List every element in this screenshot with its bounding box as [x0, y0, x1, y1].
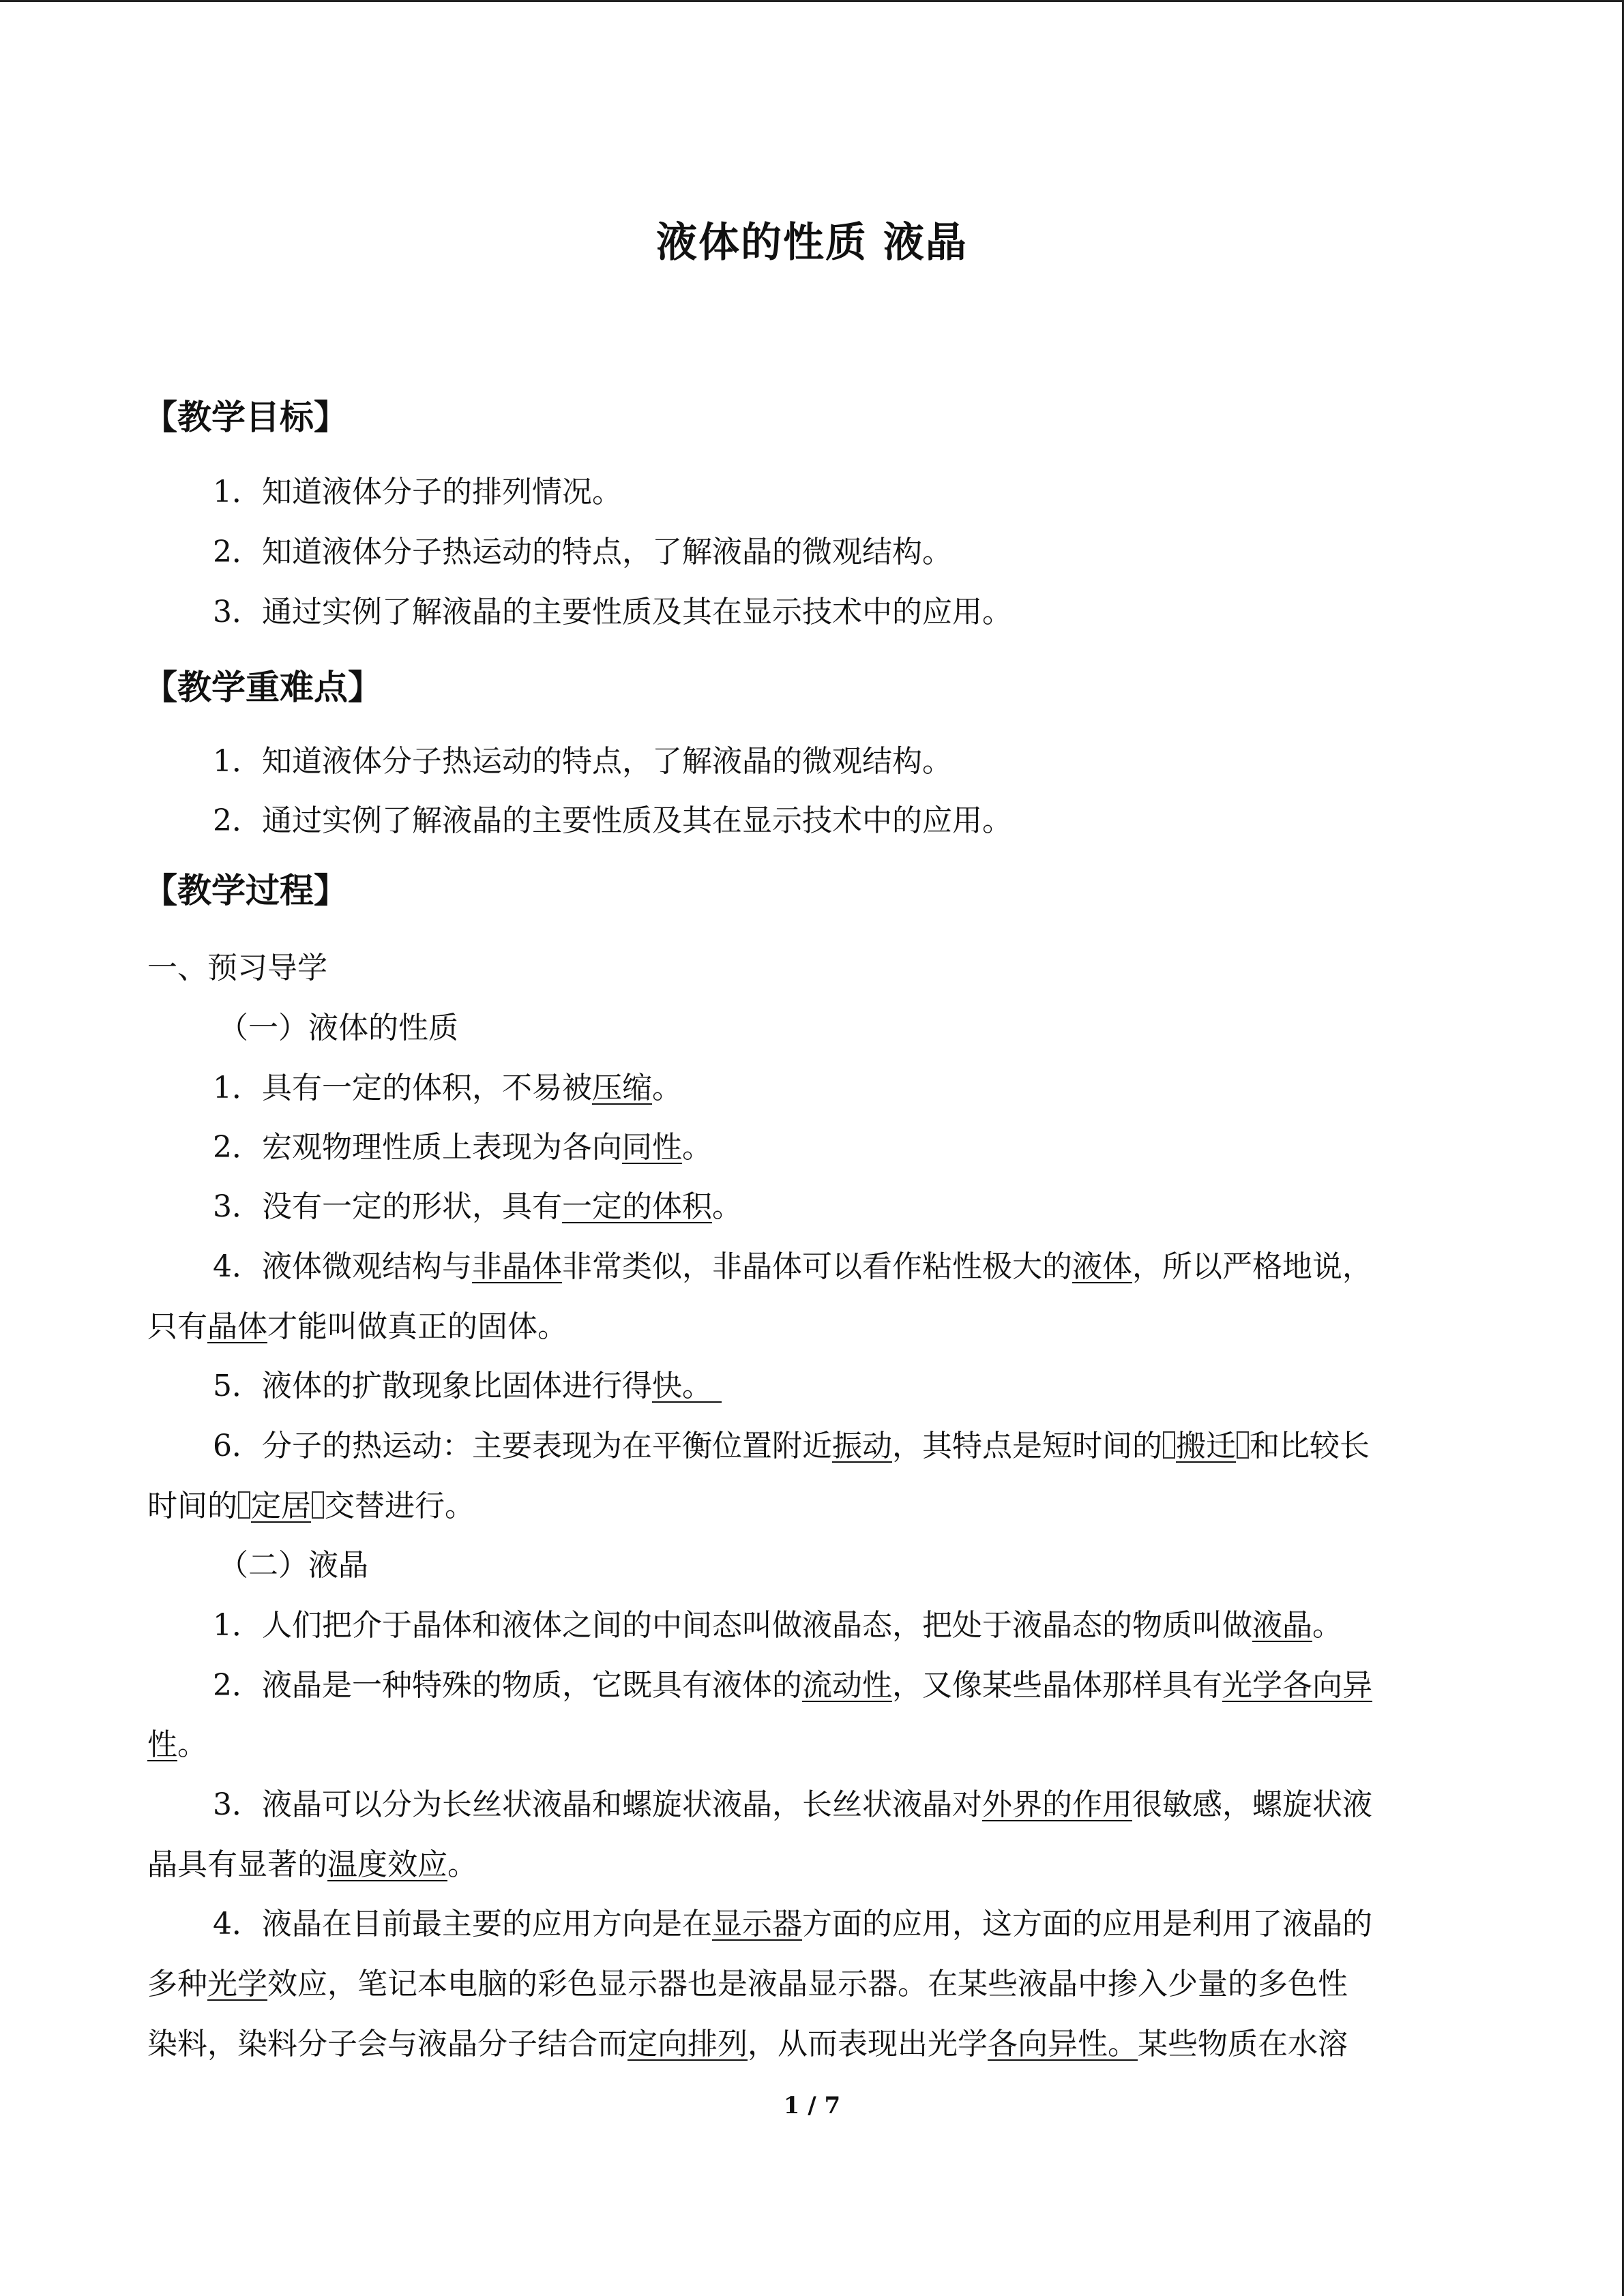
- underline-tail: [712, 1369, 722, 1403]
- text: 某些物质在水溶: [1138, 2027, 1348, 2061]
- liquid-item-3: [213, 1189, 742, 1225]
- answer-blank: 光学: [207, 1967, 267, 2001]
- lc-item-1: [213, 1608, 1342, 1644]
- page-number: 1 / 7: [783, 2092, 841, 2119]
- answer-blank: 一定的体积: [562, 1189, 712, 1224]
- page-border-top: [0, 0, 1624, 2]
- text: 3．液晶可以分为长丝状液晶和螺旋状液晶，长丝状液晶对: [213, 1787, 982, 1822]
- text: 3．没有一定的形状，具有: [213, 1189, 562, 1224]
- text: 1．人们把介于晶体和液体之间的中间态叫做液晶态，把处于液晶态的物质叫做: [213, 1608, 1252, 1643]
- answer-blank: 压缩: [592, 1071, 652, 1105]
- placeholder-box: [1237, 1431, 1249, 1459]
- answer-blank: 晶体: [207, 1309, 267, 1344]
- text: 很敏感，螺旋状液: [1132, 1787, 1372, 1822]
- liquid-item-1: [213, 1071, 682, 1107]
- subsection-liquid-crystal-title: （二）液晶: [218, 1548, 368, 1583]
- text: 晶具有显著的: [147, 1847, 327, 1882]
- text: ，又像某些晶体那样具有: [892, 1668, 1222, 1703]
- lc-item-3-line2: [147, 1847, 477, 1883]
- text: 。: [682, 1130, 712, 1165]
- text: 2．宏观物理性质上表现为各向: [213, 1130, 622, 1165]
- text: 方面的应用，这方面的应用是利用了液晶的: [802, 1907, 1372, 1941]
- lc-item-4-line3: [147, 2027, 1348, 2063]
- answer-blank: 定居: [251, 1489, 311, 1523]
- answer-blank: 显示器: [712, 1907, 802, 1941]
- text: ，其特点是短时间的: [892, 1429, 1162, 1463]
- liquid-item-5: [213, 1369, 722, 1405]
- answer-blank: 光学各向异: [1222, 1668, 1372, 1703]
- answer-blank: 液晶: [1252, 1608, 1312, 1643]
- lc-item-2-line2: [147, 1727, 207, 1763]
- part1-title: 一、预习导学: [147, 951, 327, 985]
- text: 5．液体的扩散现象比固体进行得: [213, 1369, 652, 1403]
- text: 4．液晶在目前最主要的应用方向是在: [213, 1907, 712, 1941]
- key-item-1: 1．知道液体分子热运动的特点，了解液晶的微观结构。: [213, 744, 952, 779]
- text: 4．液体微观结构与: [213, 1249, 472, 1284]
- document-title: 液体的性质 液晶: [656, 219, 968, 267]
- text: ，从而表现出光学: [748, 2027, 988, 2061]
- text: 才能叫做真正的固体。: [267, 1309, 567, 1344]
- text: 染料，染料分子会与液晶分子结合而: [147, 2027, 628, 2061]
- text: 。: [712, 1189, 742, 1224]
- answer-blank: 定向排列: [628, 2027, 748, 2061]
- liquid-item-6-line2: [147, 1489, 475, 1525]
- lc-item-3-line1: [213, 1787, 1372, 1823]
- answer-blank: 各向异性。: [988, 2027, 1138, 2061]
- answer-blank: 快。: [652, 1369, 712, 1403]
- text: 多种: [147, 1967, 207, 2001]
- text: 6．分子的热运动：主要表现为在平衡位置附近: [213, 1429, 832, 1463]
- answer-blank: 非晶体: [472, 1249, 562, 1284]
- text: 2．液晶是一种特殊的物质，它既具有液体的: [213, 1668, 802, 1703]
- text: 非常类似，非晶体可以看作粘性极大的: [562, 1249, 1072, 1284]
- goal-item-1: 1．知道液体分子的排列情况。: [213, 475, 622, 509]
- answer-blank: 性: [147, 1727, 177, 1762]
- key-item-2: 2．通过实例了解液晶的主要性质及其在显示技术中的应用。: [213, 803, 1012, 838]
- liquid-item-6-line1: [213, 1429, 1370, 1465]
- text: 效应，笔记本电脑的彩色显示器也是液晶显示器。在某些液晶中掺入少量的多色性: [267, 1967, 1348, 2001]
- placeholder-box: [312, 1491, 324, 1519]
- lc-item-4-line1: [213, 1907, 1372, 1943]
- answer-blank: 搬迁: [1176, 1429, 1236, 1463]
- text: 。: [447, 1847, 477, 1882]
- text: 时间的: [147, 1489, 237, 1523]
- answer-blank: 流动性: [802, 1668, 892, 1703]
- liquid-item-4-line1: [213, 1249, 1372, 1285]
- answer-blank: 振动: [832, 1429, 892, 1463]
- answer-blank: 外界的作用: [982, 1787, 1132, 1822]
- answer-blank: 同性: [622, 1130, 682, 1165]
- goal-item-2: 2．知道液体分子热运动的特点，了解液晶的微观结构。: [213, 535, 952, 569]
- text: ，所以严格地说，: [1132, 1249, 1372, 1284]
- text: 。: [177, 1727, 207, 1762]
- liquid-item-4-line2: [147, 1309, 567, 1345]
- text: 1．具有一定的体积，不易被: [213, 1071, 592, 1105]
- liquid-item-2: [213, 1130, 712, 1166]
- text: 交替进行。: [325, 1489, 475, 1523]
- goals-heading: 【教学目标】: [143, 398, 348, 437]
- process-heading: 【教学过程】: [143, 871, 348, 910]
- lc-item-4-line2: [147, 1967, 1348, 2003]
- placeholder-box: [1163, 1431, 1175, 1459]
- placeholder-box: [238, 1491, 250, 1519]
- text: 。: [652, 1071, 682, 1105]
- text: 。: [1312, 1608, 1342, 1643]
- text: 只有: [147, 1309, 207, 1344]
- text: 和比较长: [1250, 1429, 1370, 1463]
- subsection-liquid-title: （一）液体的性质: [218, 1011, 458, 1045]
- goal-item-3: 3．通过实例了解液晶的主要性质及其在显示技术中的应用。: [213, 595, 1012, 629]
- answer-blank: 温度效应: [327, 1847, 447, 1882]
- lc-item-2-line1: [213, 1668, 1372, 1704]
- key-points-heading: 【教学重难点】: [143, 668, 382, 707]
- answer-blank: 液体: [1072, 1249, 1132, 1284]
